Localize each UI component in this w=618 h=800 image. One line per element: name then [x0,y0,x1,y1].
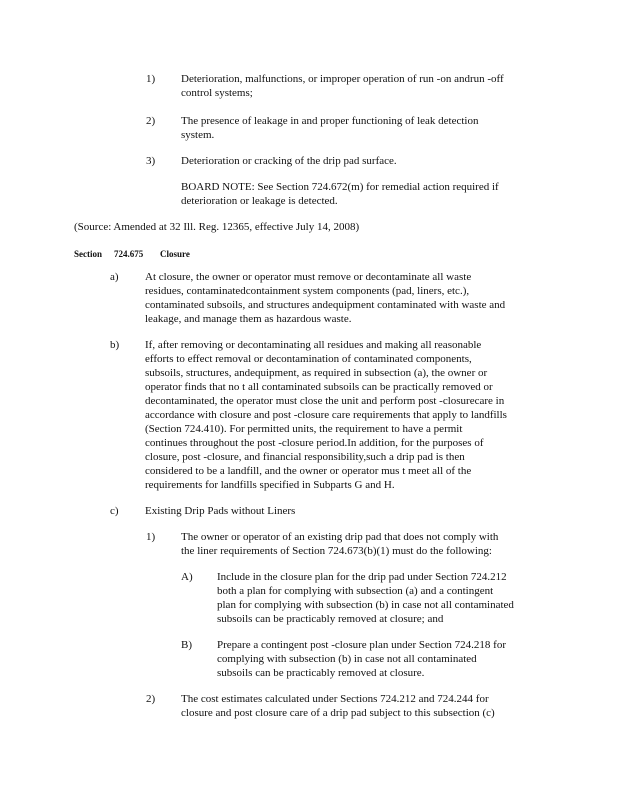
paragraph-line: accordance with closure and post -closure care requirements that apply to landfills [145,409,507,421]
board-note-line: BOARD NOTE: See Section 724.672(m) for remedial action required if [181,181,499,193]
paragraph-line: efforts to effect removal or decontamination of contaminated components, [145,353,472,365]
paragraph-line: Deterioration or cracking of the drip pad surface. [181,155,397,167]
paragraph-line: Include in the closure plan for the drip pad under Section 724.212 [217,571,507,583]
paragraph-line: The owner or operator of an existing drip pad that does not comply with [181,531,499,543]
paragraph-line: The presence of leakage in and proper functioning of leak detection [181,115,479,127]
paragraph-line: considered to be a landfill, and the owner or operator mus t meet all of the [145,465,472,477]
section-title: Closure [160,249,190,259]
paragraph-line: contaminated subsoils, and structures andequipment contaminated with waste and [145,299,506,311]
paragraph-line: both a plan for complying with subsection (a) and a contingent [217,585,494,597]
paragraph-line: leakage, and manage them as hazardous waste. [145,313,352,325]
paragraph-line: the liner requirements of Section 724.673(b)(1) must do the following: [181,545,492,557]
paragraph-line: complying with subsection (b) in case not all contaminated [217,653,477,665]
paragraph-line: Deterioration, malfunctions, or improper operation of run -on andrun -off [181,73,504,85]
list-letter: A) [181,571,193,583]
paragraph-line: system. [181,129,215,141]
list-number: 1) [146,73,156,85]
paragraph-line: If, after removing or decontaminating all residues and making all reasonable [145,339,482,351]
list-letter: B) [181,639,192,651]
section-label: Section [74,249,102,259]
subsection-letter: b) [110,339,120,351]
paragraph-line: decontaminated, the operator must close the unit and perform post -closurecare in [145,395,505,407]
section-number: 724.675 [114,249,144,259]
paragraph-line: subsoils, structures, andequipment, as required in subsection (a), the owner or [145,367,488,379]
list-number: 1) [146,531,156,543]
subsection-letter: c) [110,505,119,517]
paragraph-line: closure, post -closure, and financial responsibility,such a drip pad is then [145,451,465,463]
paragraph-line: Prepare a contingent post -closure plan under Section 724.218 for [217,639,506,651]
board-note-line: deterioration or leakage is detected. [181,195,338,207]
paragraph-line: At closure, the owner or operator must remove or decontaminate all waste [145,271,472,283]
paragraph-line: subsoils can be practicably removed at closure. [217,667,425,679]
subsection-heading: Existing Drip Pads without Liners [145,505,296,517]
paragraph-line: The cost estimates calculated under Sections 724.212 and 724.244 for [181,693,489,705]
paragraph-line: (Section 724.410). For permitted units, the requirement to have a permit [145,423,463,435]
paragraph-line: subsoils can be practicably removed at closure; and [217,613,444,625]
paragraph-line: residues, contaminatedcontainment system components (pad, liners, etc.), [145,285,470,297]
list-number: 3) [146,155,156,167]
paragraph-line: closure and post closure care of a drip pad subject to this subsection (c) [181,707,495,719]
paragraph-line: control systems; [181,87,253,99]
list-number: 2) [146,115,156,127]
paragraph-line: operator finds that no t all contaminated subsoils can be practically removed or [145,381,493,393]
list-number: 2) [146,693,156,705]
paragraph-line: plan for complying with subsection (b) in case not all contaminated [217,599,514,611]
paragraph-line: continues throughout the post -closure period.In addition, for the purposes of [145,437,484,449]
source-note: (Source: Amended at 32 Ill. Reg. 12365, effective July 14, 2008) [74,221,360,233]
paragraph-line: requirements for landfills specified in Subparts G and H. [145,479,395,491]
subsection-letter: a) [110,271,119,283]
